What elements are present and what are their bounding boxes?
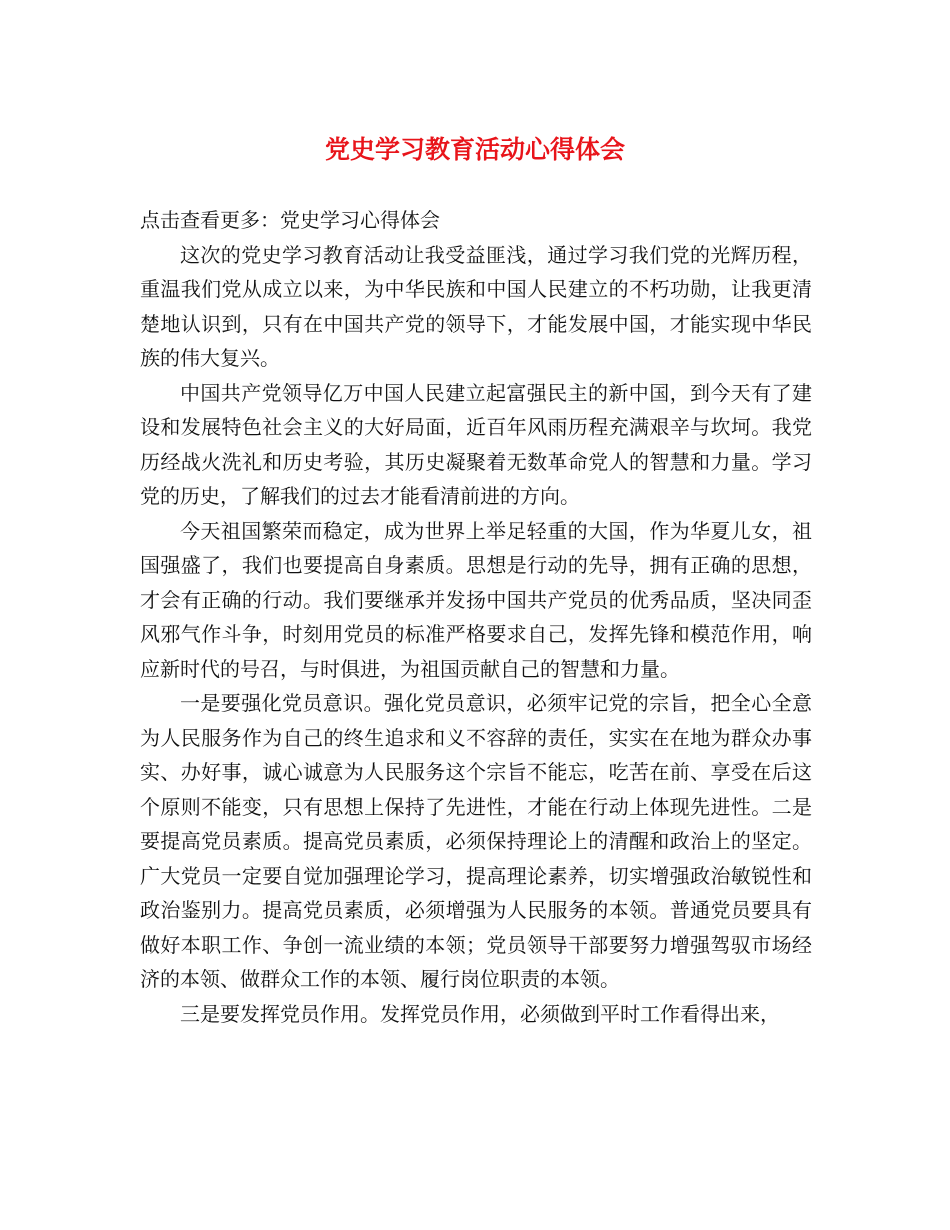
- paragraph-1: 这次的党史学习教育活动让我受益匪浅，通过学习我们党的光辉历程，重温我们党从成立以来，为中华民族和中国人民建立的不朽功勋，让我更清楚地认识到，只有在中国共产党的领导下，才能发展中国，才能实现中华民族的伟大复兴。: [140, 242, 812, 370]
- paragraph-3: 今天祖国繁荣而稳定，成为世界上举足轻重的大国，作为华夏儿女，祖国强盛了，我们也要提高自身素质。思想是行动的先导，拥有正确的思想，才会有正确的行动。我们要继承并发扬中国共产党员的优秀品质，坚决同歪风邪气作斗争，时刻用党员的标准严格要求自己，发挥先锋和模范作用，响应新时代的号召，与时俱进，为祖国贡献自己的智慧和力量。: [140, 518, 812, 681]
- document-title: 党史学习教育活动心得体会: [324, 135, 625, 164]
- more-link[interactable]: 点击查看更多：党史学习心得体会: [140, 208, 440, 232]
- paragraph-4: 一是要强化党员意识。强化党员意识，必须牢记党的宗旨，把全心全意为人民服务作为自己的终生追求和义不容辞的责任，实实在在地为群众办事实、办好事，诚心诚意为人民服务这个宗旨不能忘，吃苦在前、享受在后这个原则不能变，只有思想上保持了先进性，才能在行动上体现先进性。二是要提高党员素质。提高党员素质，必须保持理论上的清醒和政治上的坚定。广大党员一定要自觉加强理论学习，提高理论素养，切实增强政治敏锐性和政治鉴别力。提高党员素质，必须增强为人民服务的本领。普通党员要具有做好本职工作、争创一流业绩的本领；党员领导干部要努力增强驾驭市场经济的本领、做群众工作的本领、履行岗位职责的本领。: [140, 691, 812, 991]
- paragraph-5: 三是要发挥党员作用。发挥党员作用，必须做到平时工作看得出来，: [180, 1001, 780, 1026]
- document-body: [140, 203, 812, 1031]
- paragraph-2: 中国共产党领导亿万中国人民建立起富强民主的新中国，到今天有了建设和发展特色社会主义的大好局面，近百年风雨历程充满艰辛与坎坷。我党历经战火洗礼和历史考验，其历史凝聚着无数革命党人的智慧和力量。学习党的历史，了解我们的过去才能看清前进的方向。: [140, 380, 812, 508]
